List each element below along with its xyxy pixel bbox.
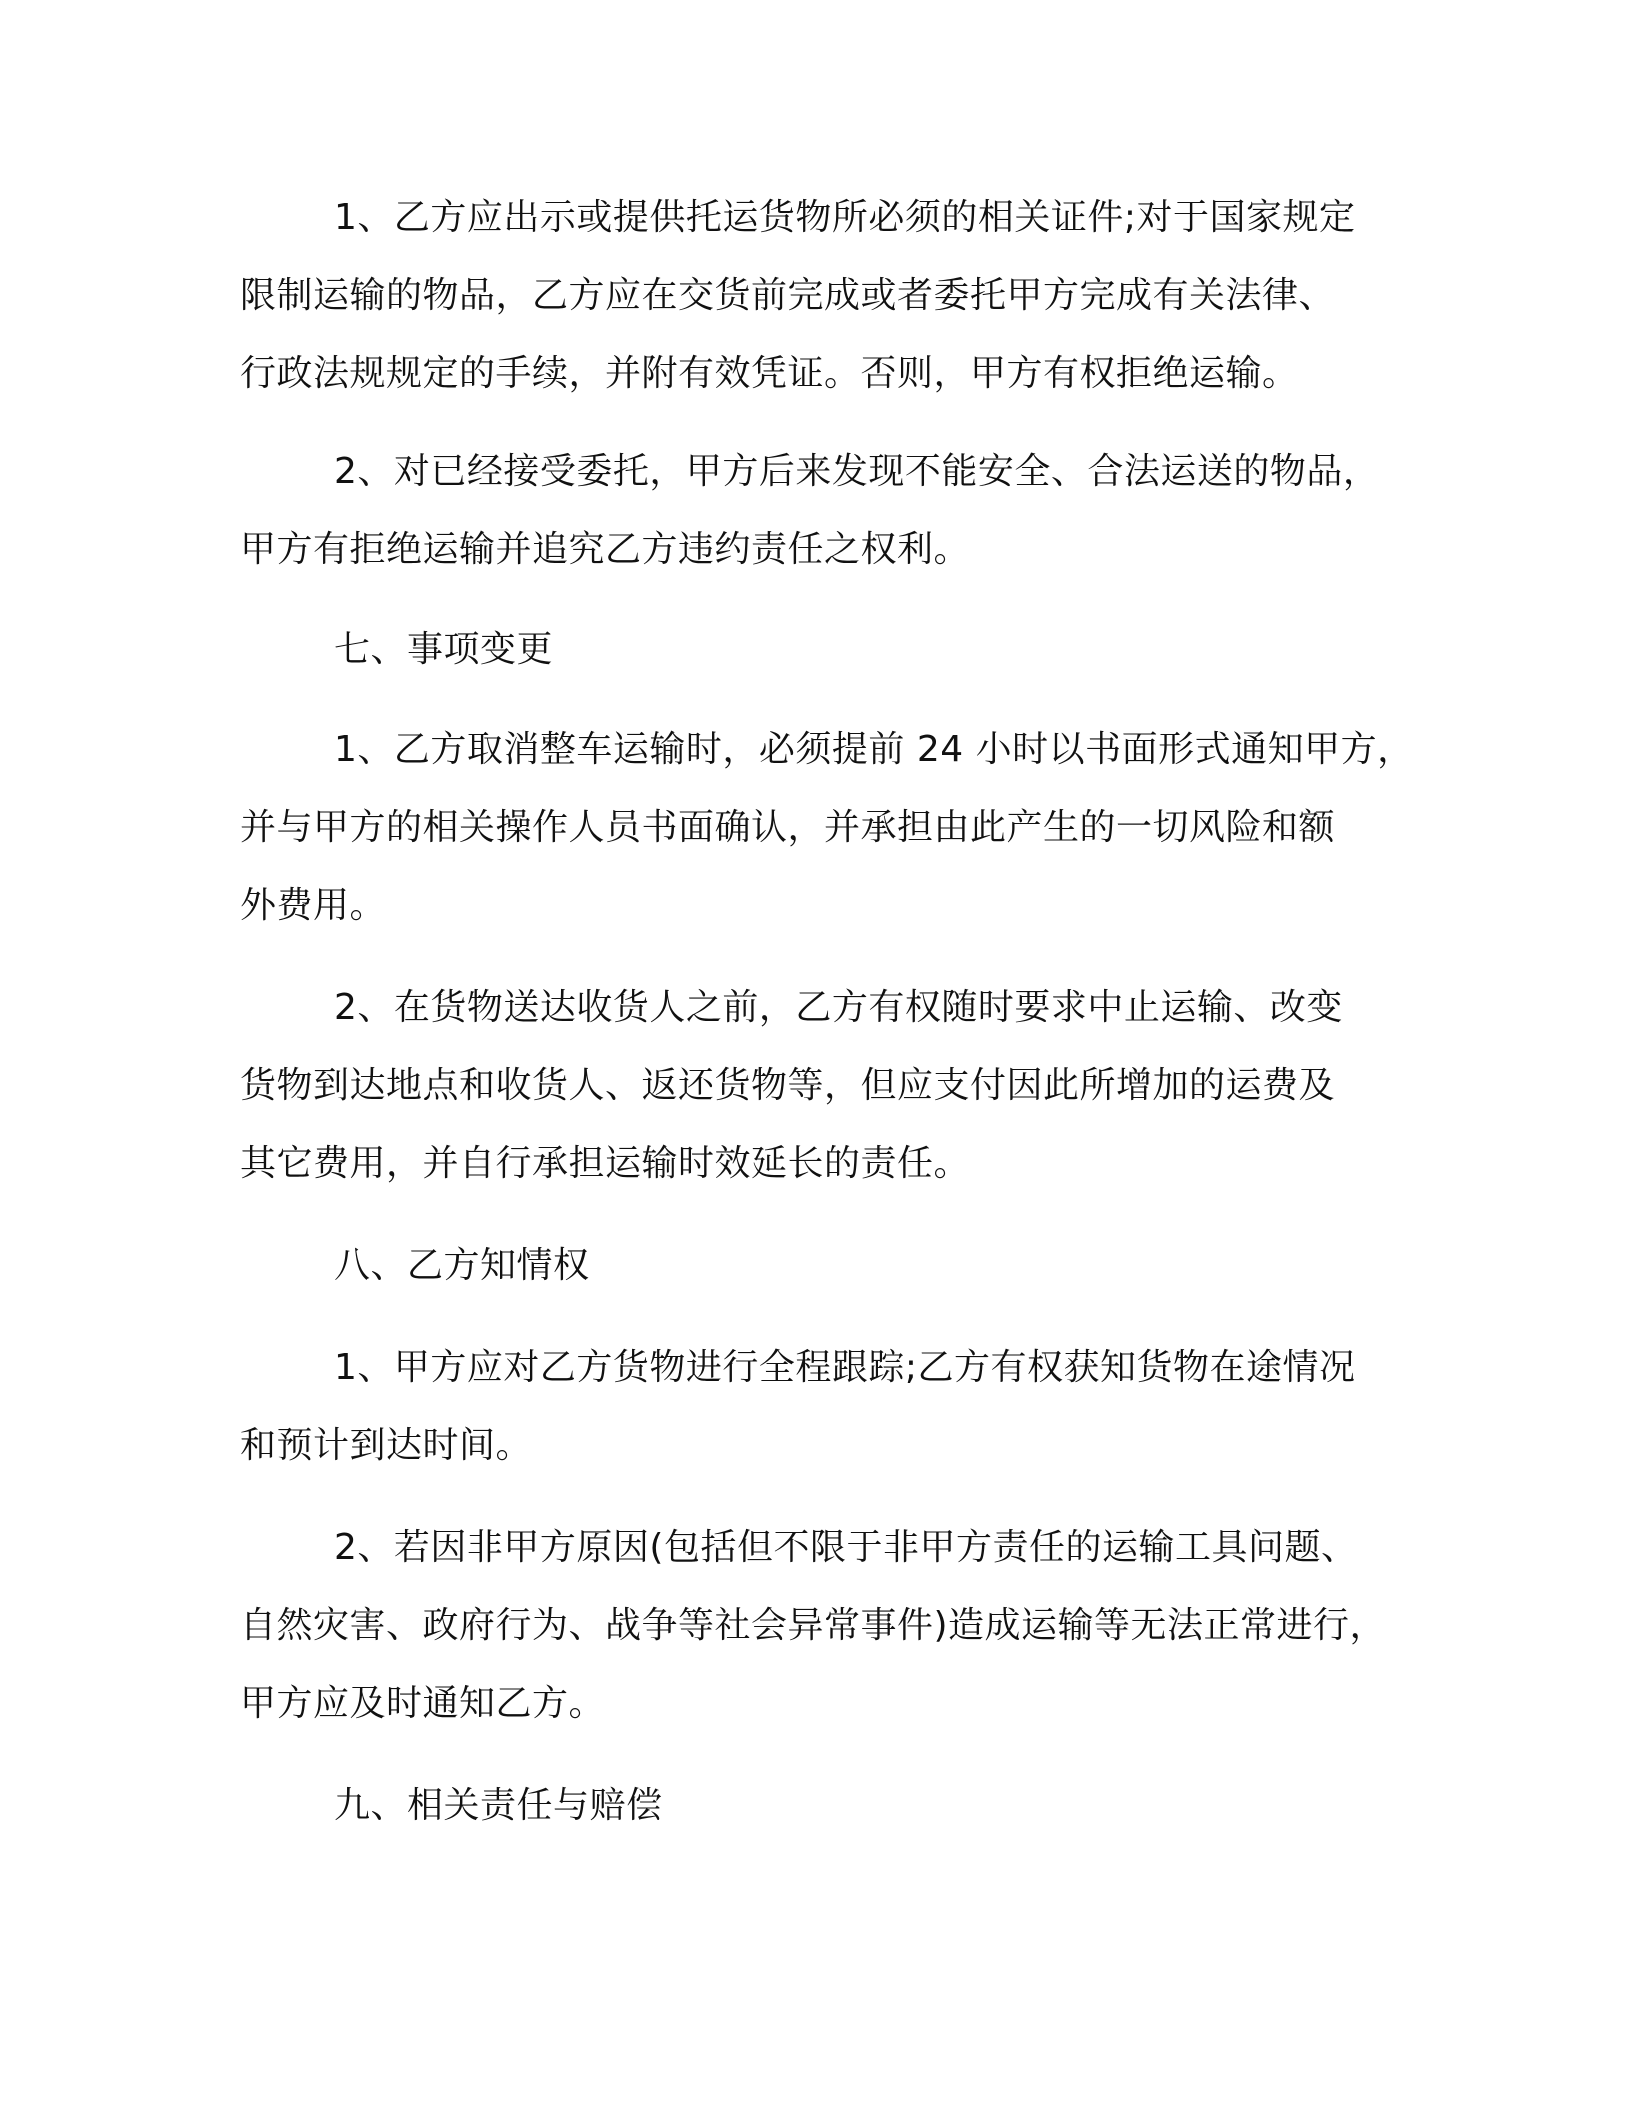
section-heading: 七、事项变更: [334, 629, 554, 670]
paragraph-line: 外费用。: [240, 885, 387, 926]
paragraph-line: 1、乙方应出示或提供托运货物所必须的相关证件;对于国家规定: [334, 197, 1356, 238]
paragraph-line: 甲方应及时通知乙方。: [240, 1683, 606, 1724]
paragraph-line: 行政法规规定的手续，并附有效凭证。否则，甲方有权拒绝运输。: [240, 353, 1299, 394]
paragraph-line: 2、对已经接受委托，甲方后来发现不能安全、合法运送的物品，: [334, 451, 1380, 492]
paragraph-line: 并与甲方的相关操作人员书面确认，并承担由此产生的一切风险和额: [240, 807, 1336, 848]
paragraph-line: 货物到达地点和收货人、返还货物等，但应支付因此所增加的运费及: [240, 1065, 1336, 1106]
paragraph-line: 2、若因非甲方原因(包括但不限于非甲方责任的运输工具问题、: [334, 1527, 1358, 1568]
paragraph-line: 1、乙方取消整车运输时，必须提前 24 小时以书面形式通知甲方，: [334, 729, 1414, 770]
paragraph-line: 2、在货物送达收货人之前，乙方有权随时要求中止运输、改变: [334, 987, 1343, 1028]
paragraph-line: 其它费用，并自行承担运输时效延长的责任。: [240, 1143, 971, 1184]
paragraph-line: 限制运输的物品，乙方应在交货前完成或者委托甲方完成有关法律、: [240, 275, 1336, 316]
paragraph-line: 1、甲方应对乙方货物进行全程跟踪;乙方有权获知货物在途情况: [334, 1347, 1356, 1388]
paragraph-line: 自然灾害、政府行为、战争等社会异常事件)造成运输等无法正常进行，: [240, 1605, 1387, 1646]
section-heading: 八、乙方知情权: [334, 1245, 590, 1286]
paragraph-line: 甲方有拒绝运输并追究乙方违约责任之权利。: [240, 529, 971, 570]
section-heading: 九、相关责任与赔偿: [334, 1785, 663, 1826]
paragraph-line: 和预计到达时间。: [240, 1425, 533, 1466]
